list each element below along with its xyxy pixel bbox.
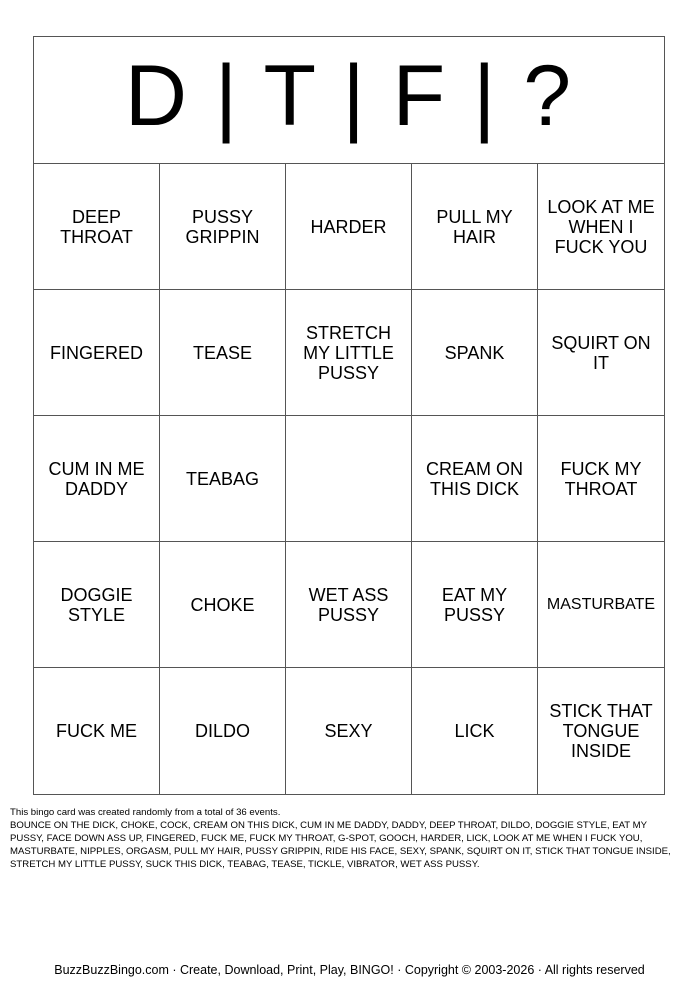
bingo-cell: SQUIRT ON IT — [538, 290, 664, 416]
bingo-cell: STICK THAT TONGUE INSIDE — [549, 701, 653, 761]
bingo-cell: TEASE — [160, 290, 286, 416]
bingo-cell: PUSSY GRIPPIN — [160, 164, 286, 290]
bingo-cell: FUCK ME — [34, 668, 160, 794]
bingo-cell: HARDER — [286, 164, 412, 290]
bingo-cell: SEXY — [286, 668, 412, 794]
bingo-cell: PULL MY HAIR — [412, 164, 538, 290]
info-summary: This bingo card was created randomly from a total of 36 events. — [10, 807, 281, 818]
bingo-card — [33, 36, 665, 795]
bingo-cell: DILDO — [160, 668, 286, 794]
bingo-cell: EAT MY PUSSY — [412, 542, 538, 668]
free-space-cell — [286, 416, 412, 542]
bingo-cell: LOOK AT ME WHEN I FUCK YOU — [538, 164, 664, 290]
bingo-cell: DOGGIE STYLE — [34, 542, 160, 668]
card-info — [10, 806, 680, 871]
bingo-grid — [34, 164, 664, 794]
bingo-cell: CUM IN ME DADDY — [34, 416, 160, 542]
bingo-cell: SPANK — [412, 290, 538, 416]
page-footer: BuzzBuzzBingo.com · Create, Download, Print, Play, BINGO! · Copyright © 2003-2026 · All rights reserved — [54, 963, 645, 977]
bingo-cell: STRETCH MY LITTLE PUSSY — [286, 290, 412, 416]
bingo-cell: DEEP THROAT — [34, 164, 160, 290]
bingo-cell: WET ASS PUSSY — [286, 542, 412, 668]
bingo-cell: CREAM ON THIS DICK — [412, 416, 538, 542]
bingo-cell: TEABAG — [160, 416, 286, 542]
card-title: D | T | F | ? — [34, 37, 664, 164]
bingo-cell: CHOKE — [160, 542, 286, 668]
bingo-cell: FINGERED — [34, 290, 160, 416]
info-events-list: BOUNCE ON THE DICK, CHOKE, COCK, CREAM ON THIS DICK, CUM IN ME DADDY, DADDY, DEEP THROAT, DILDO, DOGGIE STYLE, EAT MY PUSSY, FACE DOWN ASS UP, FINGERED, FUCK ME, FUCK MY THROAT, G-SPOT, GOOCH, HARDER, LICK, LOOK AT ME WHEN I FUCK YOU, MASTURBATE, NIPPLES, ORGASM, PULL MY HAIR, PUSSY GRIPPIN, RIDE HIS FACE, SEXY, SPANK, SQUIRT ON IT, STICK THAT TONGUE INSIDE, STRETCH MY LITTLE PUSSY, SUCK THIS DICK, TEABAG, TEASE, TICKLE, VIBRATOR, WET ASS PUSSY. — [10, 820, 671, 870]
bingo-cell: MASTURBATE — [538, 542, 664, 668]
bingo-cell: LICK — [412, 668, 538, 794]
bingo-cell: FUCK MY THROAT — [538, 416, 664, 542]
